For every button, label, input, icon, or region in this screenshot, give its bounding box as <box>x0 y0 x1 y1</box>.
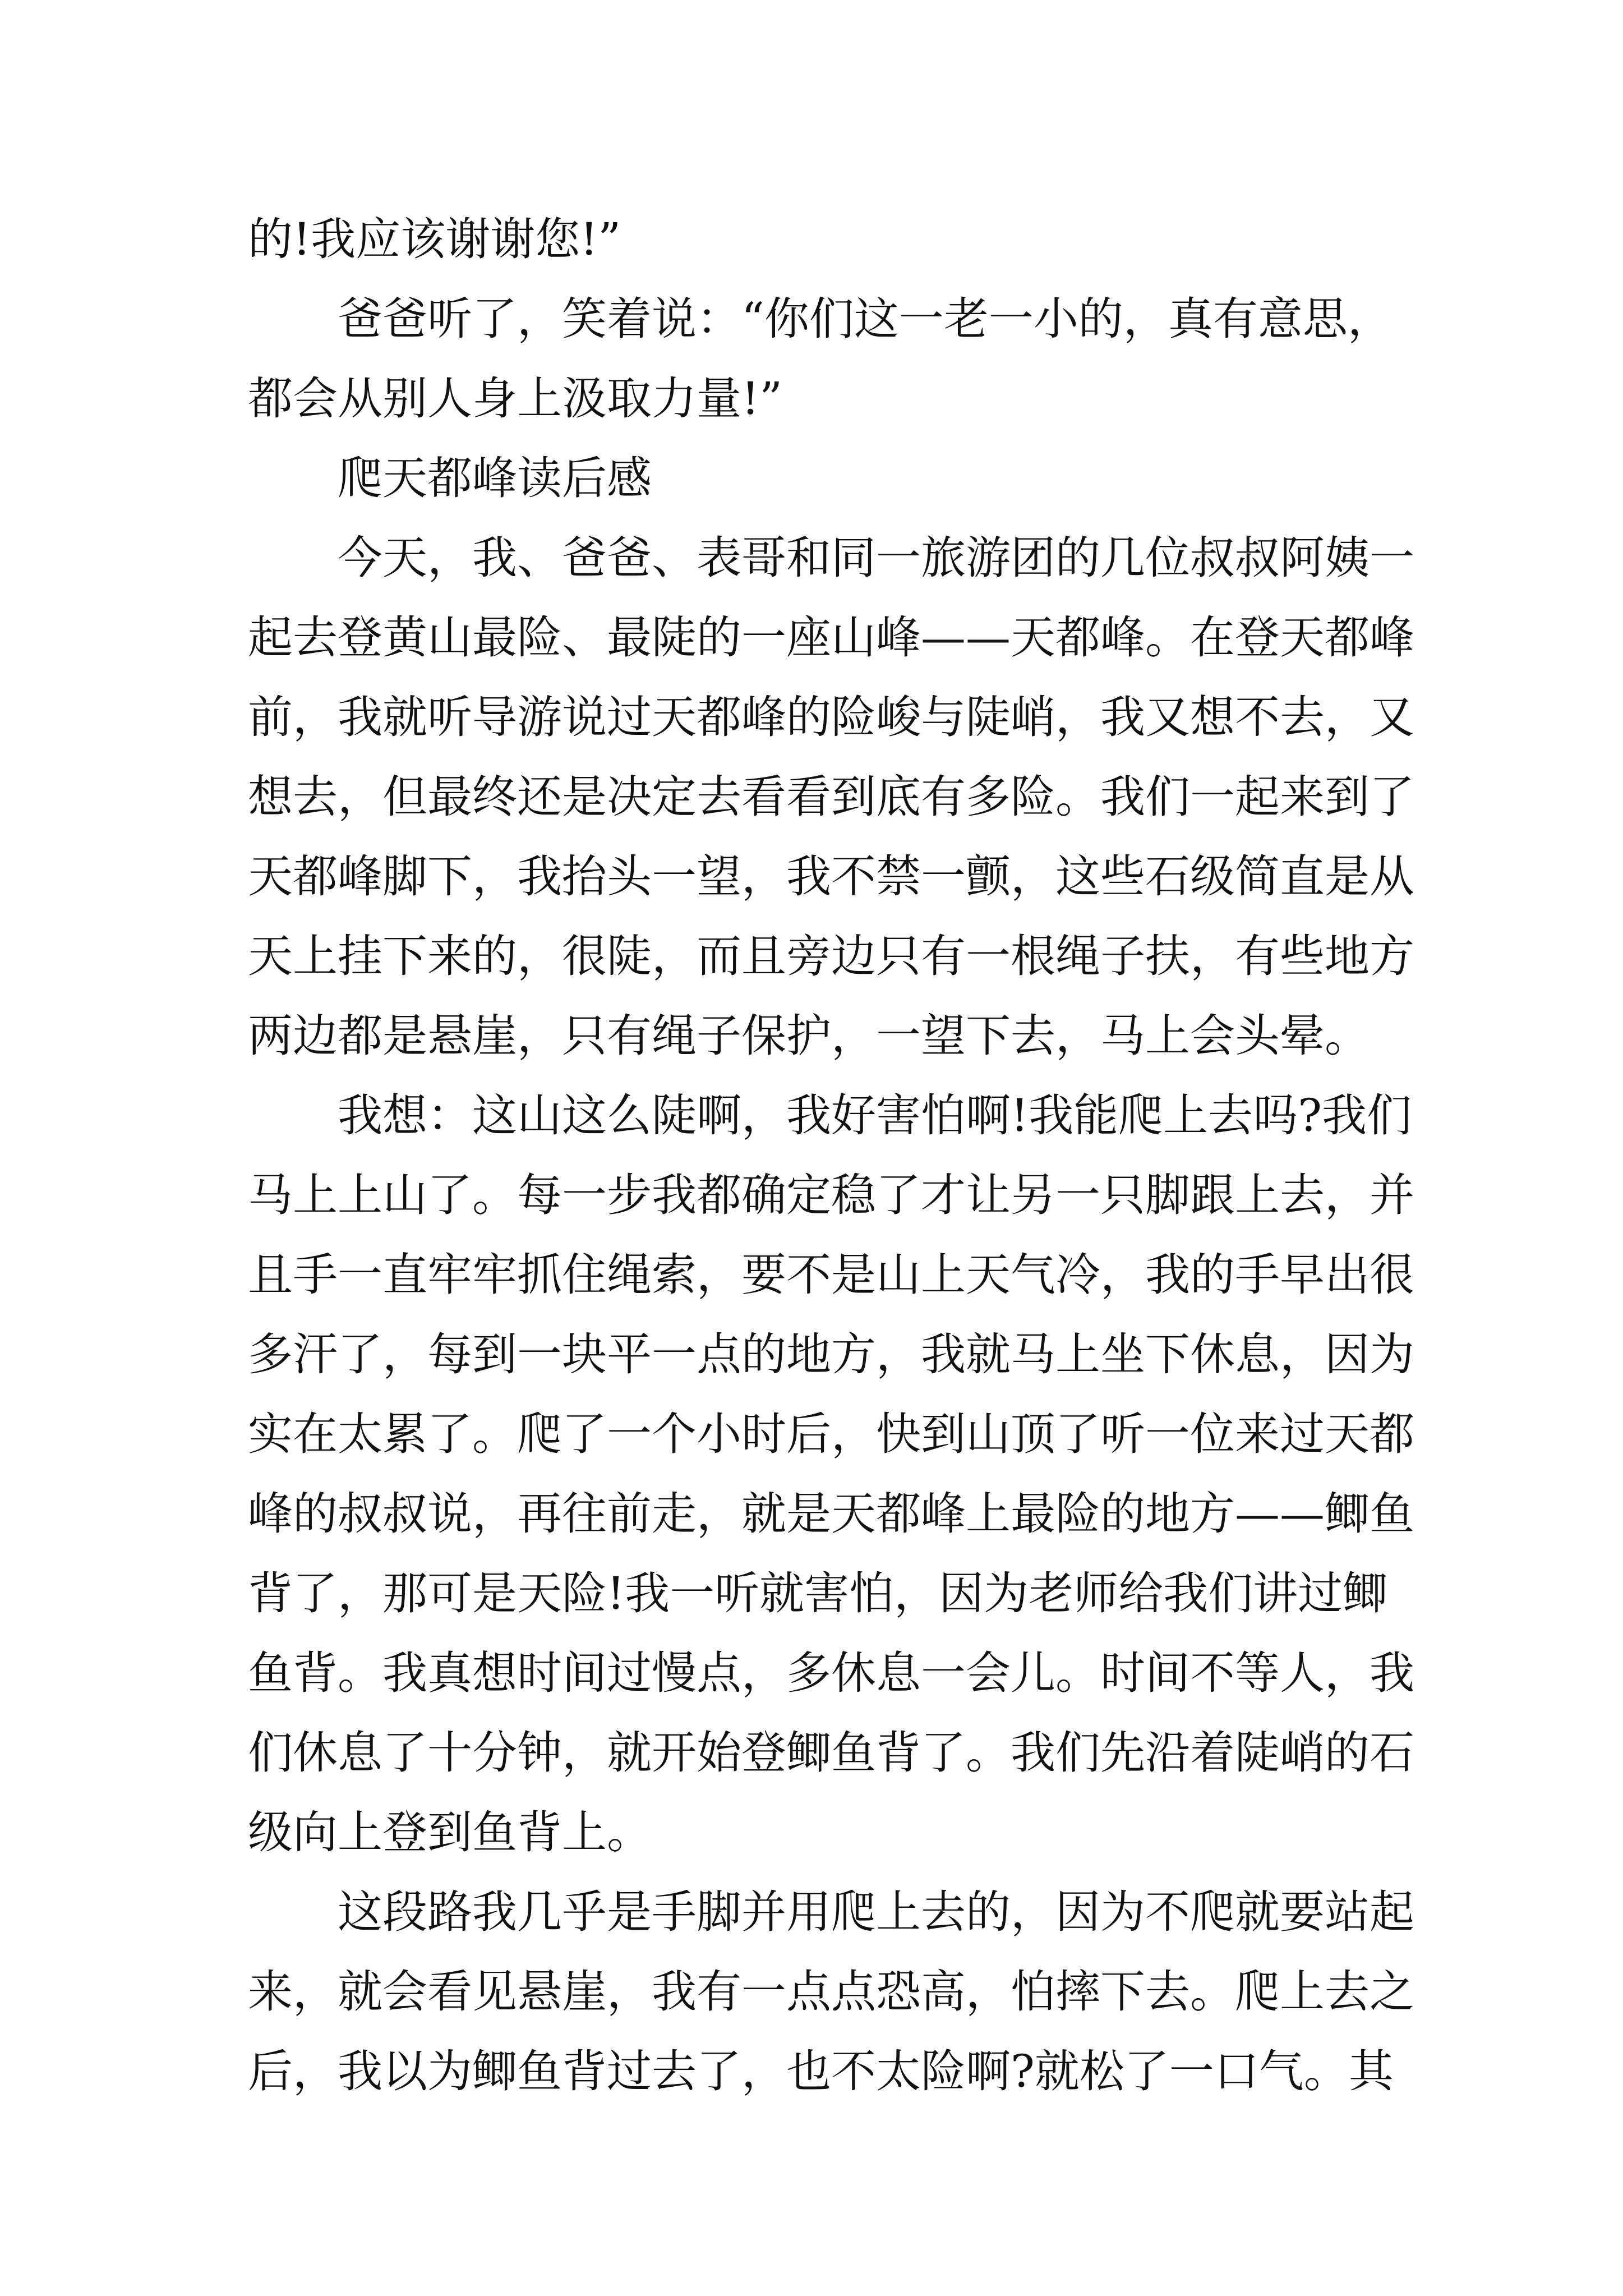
text-line: 的!我应该谢谢您!” <box>248 213 621 265</box>
text-line: 想去，但最终还是决定去看看到底有多险。我们一起来到了 <box>248 771 1414 823</box>
text-line: 后，我以为鲫鱼背过去了，也不太险啊?就松了一口气。其 <box>248 2045 1394 2097</box>
text-line: 前，我就听导游说过天都峰的险峻与陡峭，我又想不去，又 <box>248 691 1414 743</box>
text-line: 爸爸听了，笑着说：“你们这一老一小的，真有意思， <box>338 293 1393 345</box>
text-line: 两边都是悬崖，只有绳子保护，一望下去，马上会头晕。 <box>248 1010 1370 1062</box>
text-line: 多汗了，每到一块平一点的地方，我就马上坐下休息，因为 <box>248 1328 1414 1381</box>
text-line: 天都峰脚下，我抬头一望，我不禁一颤，这些石级简直是从 <box>248 850 1414 903</box>
text-line: 起去登黄山最险、最陡的一座山峰——天都峰。在登天都峰 <box>248 611 1414 664</box>
text-line: 马上上山了。每一步我都确定稳了才让另一只脚跟上去，并 <box>248 1169 1414 1221</box>
document-body <box>248 200 1414 2111</box>
text-line: 这段路我几乎是手脚并用爬上去的，因为不爬就要站起 <box>338 1886 1414 1938</box>
text-line: 我想：这山这么陡啊，我好害怕啊!我能爬上去吗?我们 <box>338 1089 1412 1142</box>
text-line: 级向上登到鱼背上。 <box>248 1806 652 1858</box>
text-line: 们休息了十分钟，就开始登鲫鱼背了。我们先沿着陡峭的石 <box>248 1727 1414 1779</box>
text-line: 爬天都峰读后感 <box>338 452 652 504</box>
text-line: 实在太累了。爬了一个小时后，快到山顶了听一位来过天都 <box>248 1408 1414 1460</box>
text-line: 来，就会看见悬崖，我有一点点恐高，怕摔下去。爬上去之 <box>248 1966 1414 2018</box>
text-line: 今天，我、爸爸、表哥和同一旅游团的几位叔叔阿姨一 <box>338 532 1414 584</box>
text-line: 且手一直牢牢抓住绳索，要不是山上天气冷，我的手早出很 <box>248 1249 1414 1301</box>
text-line: 鱼背。我真想时间过慢点，多休息一会儿。时间不等人，我 <box>248 1647 1414 1699</box>
text-line: 天上挂下来的，很陡，而且旁边只有一根绳子扶，有些地方 <box>248 930 1414 982</box>
text-line: 背了，那可是天险!我一听就害怕，因为老师给我们讲过鲫 <box>248 1567 1388 1619</box>
text-line: 峰的叔叔说，再往前走，就是天都峰上最险的地方——鲫鱼 <box>248 1488 1414 1540</box>
text-line: 都会从别人身上汲取力量!” <box>248 372 783 425</box>
